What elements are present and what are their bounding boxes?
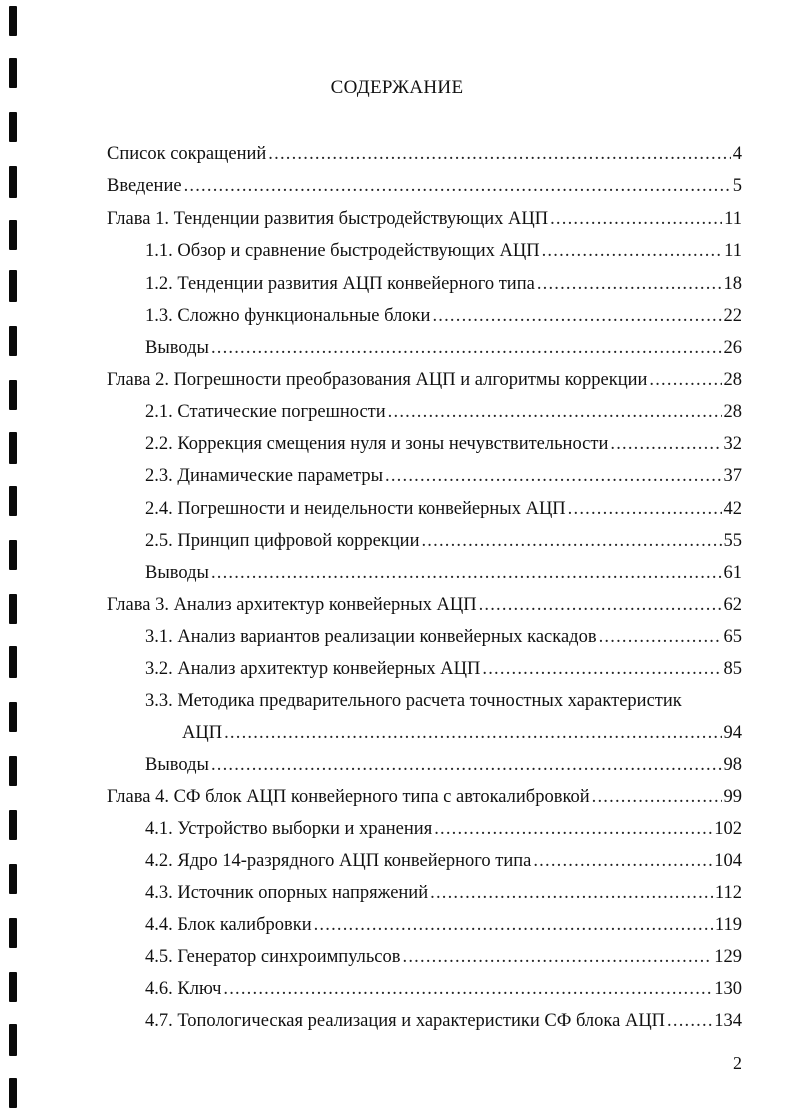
- leader-dots: [482, 657, 721, 681]
- toc-section[interactable]: [145, 561, 742, 585]
- toc-entry-page: 32: [723, 434, 742, 454]
- toc-entry-label: 4.1. Устройство выборки и хранения: [145, 819, 433, 839]
- toc-entry-page: 22: [723, 306, 742, 326]
- toc-entry-label: АЦП: [182, 723, 223, 743]
- leader-dots: [211, 561, 722, 585]
- toc-section[interactable]: [145, 464, 742, 488]
- leader-dots: [592, 785, 722, 809]
- toc-entry-page: 28: [723, 402, 742, 422]
- toc-entry-label: Глава 3. Анализ архитектур конвейерных АЦП: [107, 595, 477, 615]
- toc-section[interactable]: [145, 625, 742, 649]
- toc-entry-page: 62: [723, 595, 742, 615]
- toc-entry-page: 65: [723, 627, 742, 647]
- toc-entry-label: Глава 4. СФ блок АЦП конвейерного типа с автокалибровкой: [107, 787, 590, 807]
- leader-dots: [432, 304, 721, 328]
- toc-section[interactable]: [145, 529, 742, 553]
- leader-dots: [223, 977, 712, 1001]
- toc-entry-label: Список сокращений: [107, 144, 267, 164]
- leader-dots: [211, 753, 722, 777]
- toc-entry-label: 4.6. Ключ: [145, 979, 222, 999]
- leader-dots: [537, 272, 722, 296]
- toc-entry-page: 18: [723, 274, 742, 294]
- toc-entry-page: 11: [724, 209, 742, 229]
- toc-entry[interactable]: [107, 174, 742, 198]
- toc-entry-label: 1.1. Обзор и сравнение быстродействующих АЦП: [145, 241, 540, 261]
- toc-section[interactable]: [145, 400, 742, 424]
- toc-entry-page: 129: [714, 947, 742, 967]
- leader-dots: [388, 400, 722, 424]
- toc-section[interactable]: [145, 239, 742, 263]
- toc-entry-page: 5: [732, 176, 742, 196]
- toc-section[interactable]: [145, 753, 742, 777]
- toc-entry-label: 2.3. Динамические параметры: [145, 466, 384, 486]
- toc-entry-label: 2.5. Принцип цифровой коррекции: [145, 531, 420, 551]
- page-number: 2: [733, 1053, 742, 1073]
- leader-dots: [403, 945, 713, 969]
- toc-entry-page: 134: [714, 1011, 742, 1031]
- leader-dots: [421, 529, 721, 553]
- toc-entry-page: 130: [714, 979, 742, 999]
- toc-entry-page: 104: [714, 851, 742, 871]
- toc-section[interactable]: [145, 1009, 742, 1033]
- toc-chapter[interactable]: [107, 593, 742, 617]
- toc-section[interactable]: [145, 913, 742, 937]
- leader-dots: [479, 593, 722, 617]
- leader-dots: [599, 625, 722, 649]
- leader-dots: [434, 817, 712, 841]
- toc-entry-page: 11: [724, 241, 742, 261]
- leader-dots: [211, 336, 722, 360]
- toc-entry-label: 4.5. Генератор синхроимпульсов: [145, 947, 401, 967]
- toc-entry-page: 28: [723, 370, 742, 390]
- leader-dots: [568, 497, 722, 521]
- toc-entry[interactable]: [107, 142, 742, 166]
- toc-entry-page: 119: [714, 915, 742, 935]
- toc-entry-label: Выводы: [145, 563, 209, 583]
- toc-section[interactable]: [145, 881, 742, 905]
- toc-entry-page: 61: [723, 563, 742, 583]
- toc-entry-page: 102: [714, 819, 742, 839]
- toc-entry-label: Выводы: [145, 338, 209, 358]
- toc-entry-label: Выводы: [145, 755, 209, 775]
- toc-chapter[interactable]: [107, 368, 742, 392]
- toc-section[interactable]: [145, 817, 742, 841]
- leader-dots: [430, 881, 713, 905]
- toc-entry-page: 55: [723, 531, 742, 551]
- leader-dots: [542, 239, 723, 263]
- leader-dots: [649, 368, 721, 392]
- toc-entry-label: 1.2. Тенденции развития АЦП конвейерного типа: [145, 274, 535, 294]
- leader-dots: [667, 1009, 712, 1033]
- toc-entry-label: 2.2. Коррекция смещения нуля и зоны нечувствительности: [145, 434, 609, 454]
- leader-dots: [184, 174, 731, 198]
- toc-section-wrapped[interactable]: [145, 689, 682, 713]
- toc-entry-page: 98: [723, 755, 742, 775]
- toc-section[interactable]: [145, 272, 742, 296]
- toc-section[interactable]: [145, 657, 742, 681]
- toc-section[interactable]: [145, 432, 742, 456]
- toc-section-continuation[interactable]: [182, 721, 742, 745]
- toc-entry-label: 3.1. Анализ вариантов реализации конвейерных каскадов: [145, 627, 597, 647]
- toc-section[interactable]: [145, 849, 742, 873]
- toc-entry-page: 26: [723, 338, 742, 358]
- leader-dots: [385, 464, 721, 488]
- toc-entry-page: 42: [723, 499, 742, 519]
- leader-dots: [224, 721, 721, 745]
- toc-section[interactable]: [145, 497, 742, 521]
- toc-entry-page: 37: [723, 466, 742, 486]
- toc-section[interactable]: [145, 304, 742, 328]
- toc-entry-label: 4.2. Ядро 14-разрядного АЦП конвейерного типа: [145, 851, 532, 871]
- toc-entry-label: 3.3. Методика предварительного расчета точностных характеристик: [145, 691, 682, 711]
- toc-chapter[interactable]: [107, 207, 742, 231]
- toc-entry-label: 2.1. Статические погрешности: [145, 402, 386, 422]
- toc-entry-page: 112: [714, 883, 742, 903]
- toc-entry-page: 94: [723, 723, 742, 743]
- toc-entry-label: 1.3. Сложно функциональные блоки: [145, 306, 431, 326]
- toc-entry-label: Введение: [107, 176, 182, 196]
- toc-entry-label: Глава 1. Тенденции развития быстродействующих АЦП: [107, 209, 549, 229]
- leader-dots: [314, 913, 713, 937]
- page-title: СОДЕРЖАНИЕ: [330, 77, 464, 98]
- toc-entry-label: 4.7. Топологическая реализация и характеристики СФ блока АЦП: [145, 1011, 666, 1031]
- leader-dots: [550, 207, 722, 231]
- toc-entry-label: 4.3. Источник опорных напряжений: [145, 883, 429, 903]
- toc-entry-label: 3.2. Анализ архитектур конвейерных АЦП: [145, 659, 481, 679]
- leader-dots: [533, 849, 712, 873]
- toc-entry-page: 4: [732, 144, 742, 164]
- leader-dots: [268, 142, 730, 166]
- toc-entry-label: 2.4. Погрешности и неидельности конвейерных АЦП: [145, 499, 566, 519]
- toc-entry-page: 99: [723, 787, 742, 807]
- toc-chapter[interactable]: [107, 785, 742, 809]
- toc-section[interactable]: [145, 945, 742, 969]
- toc-section[interactable]: [145, 336, 742, 360]
- toc-entry-label: 4.4. Блок калибровки: [145, 915, 312, 935]
- toc-entry-label: Глава 2. Погрешности преобразования АЦП и алгоритмы коррекции: [107, 370, 648, 390]
- leader-dots: [610, 432, 721, 456]
- toc-entry-page: 85: [723, 659, 742, 679]
- toc-section[interactable]: [145, 977, 742, 1001]
